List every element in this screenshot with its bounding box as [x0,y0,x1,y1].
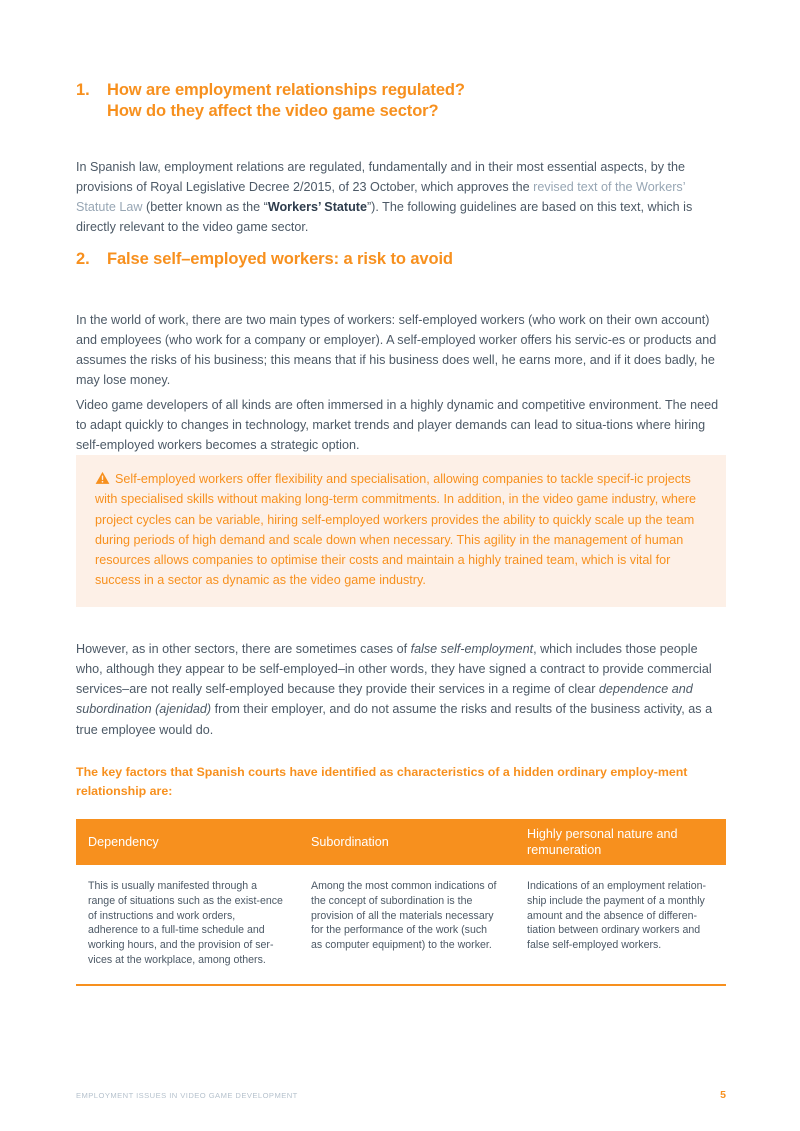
paragraph-worker-types: In the world of work, there are two main types of workers: self-employed workers (who work on their own account) and employees (who work for a company or employer). A self-employed worker offers his servic-es or products and assumes the risks of his business; this means that if his business does well, he earns more, and if it does badly, he may lose money. [76,312,717,388]
para-c-italic-false-self-employment: false self-employment [410,641,534,656]
intro-text-part-2: (better known as the “ [142,200,268,215]
callout-box [76,455,726,607]
section-number-2: 2. [76,250,90,268]
table-header-dependency: Dependency [88,834,159,849]
footer-page-number: 5 [720,1089,726,1101]
key-factors-table [76,819,726,986]
intro-text-part-1: In Spanish law, employment relations are regulated, fundamentally and in their most essential aspects, by the provisions of Royal Legislative Decree 2/2015, of 23 October, which approves the [76,159,686,194]
section-title-2-line-1: False self–employed workers: a risk to avoid [107,250,453,268]
workers-statute-link[interactable]: revised text of the Workers’ Statute Law [76,179,686,215]
para-c-part-2: , which includes those people who, although they appear to be self-employed–in other words, they have signed a contract to provide commercial services–are not really self-employed because they provide their services in a regime of clear [76,641,712,697]
section-heading-1 [76,80,726,122]
paragraph-false-self-employment [76,639,726,740]
para-c-italic-dependence-subordination: dependence and subordination (ajenidad) [76,682,693,717]
intro-text-part-3: ”). The following guidelines are based on this text, which is directly relevant to the video game sector. [76,200,693,235]
table-header-subordination: Subordination [311,834,389,849]
paragraph-video-game-developers: Video game developers of all kinds are often immersed in a highly dynamic and competitive environment. The need to adapt quickly to changes in technology, market trends and player demands can lead to situa-tions where hiring self-employed workers becomes a strategic option. [76,397,719,453]
section-title-1-line-1: How are employment relationships regulated? [107,81,465,99]
table-header-highly-personal-nature: Highly personal nature and remuneration [527,826,678,857]
key-factors-lead-in: The key factors that Spanish courts have identified as characteristics of a hidden ordinary employ-ment relationship are: [76,765,688,798]
section-title-1-line-2: How do they affect the video game sector? [107,102,439,120]
section-title-2 [107,249,726,270]
section-heading-2 [76,249,726,270]
table-cell-dependency: This is usually manifested through a range of situations such as the exist-ence of instructions and work orders, adherence to a full-time schedule and working hours, and the provision of ser-vices at the workplace, among others. [88,880,283,966]
callout-text: Self-employed workers offer flexibility and specialisation, allowing companies to tackle specif-ic projects with specialised skills without making long-term commitments. In addition, in the video game industry, where project cycles can be variable, hiring self-employed workers provides the ability to quickly scale up the team during periods of high demand and scale down when necessary. This agility in the management of human resources allows companies to optimise their costs and maintain a highly trained team, which is vital for success in a sector as dynamic as the video game industry. [95,472,697,588]
para-c-part-3: from their employer, and do not assume the risks and results of the business activity, as a true employee would do. [76,702,713,737]
intro-paragraph [76,157,724,238]
page-footer [76,1089,726,1101]
section-title-1 [107,80,726,122]
callout-text-block [95,469,707,591]
table-header-row [76,819,726,865]
footer-document-title: EMPLOYMENT ISSUES IN VIDEO GAME DEVELOPMENT [76,1091,298,1100]
table-cell-highly-personal-nature: Indications of an employment relation-ship include the payment of a monthly amount and the absence of differen-tiation between ordinary workers and false self-employed workers. [527,880,707,952]
workers-statute-bold: Workers’ Statute [267,200,367,215]
table-cell-subordination: Among the most common indications of the concept of subordination is the provision of all the materials necessary for the performance of the work (such as computer equipment) to the worker. [311,880,497,952]
table-row [76,865,726,984]
section-number-1: 1. [76,81,90,99]
warning-triangle-icon [95,471,110,485]
para-c-part-1: However, as in other sectors, there are sometimes cases of [76,641,411,656]
